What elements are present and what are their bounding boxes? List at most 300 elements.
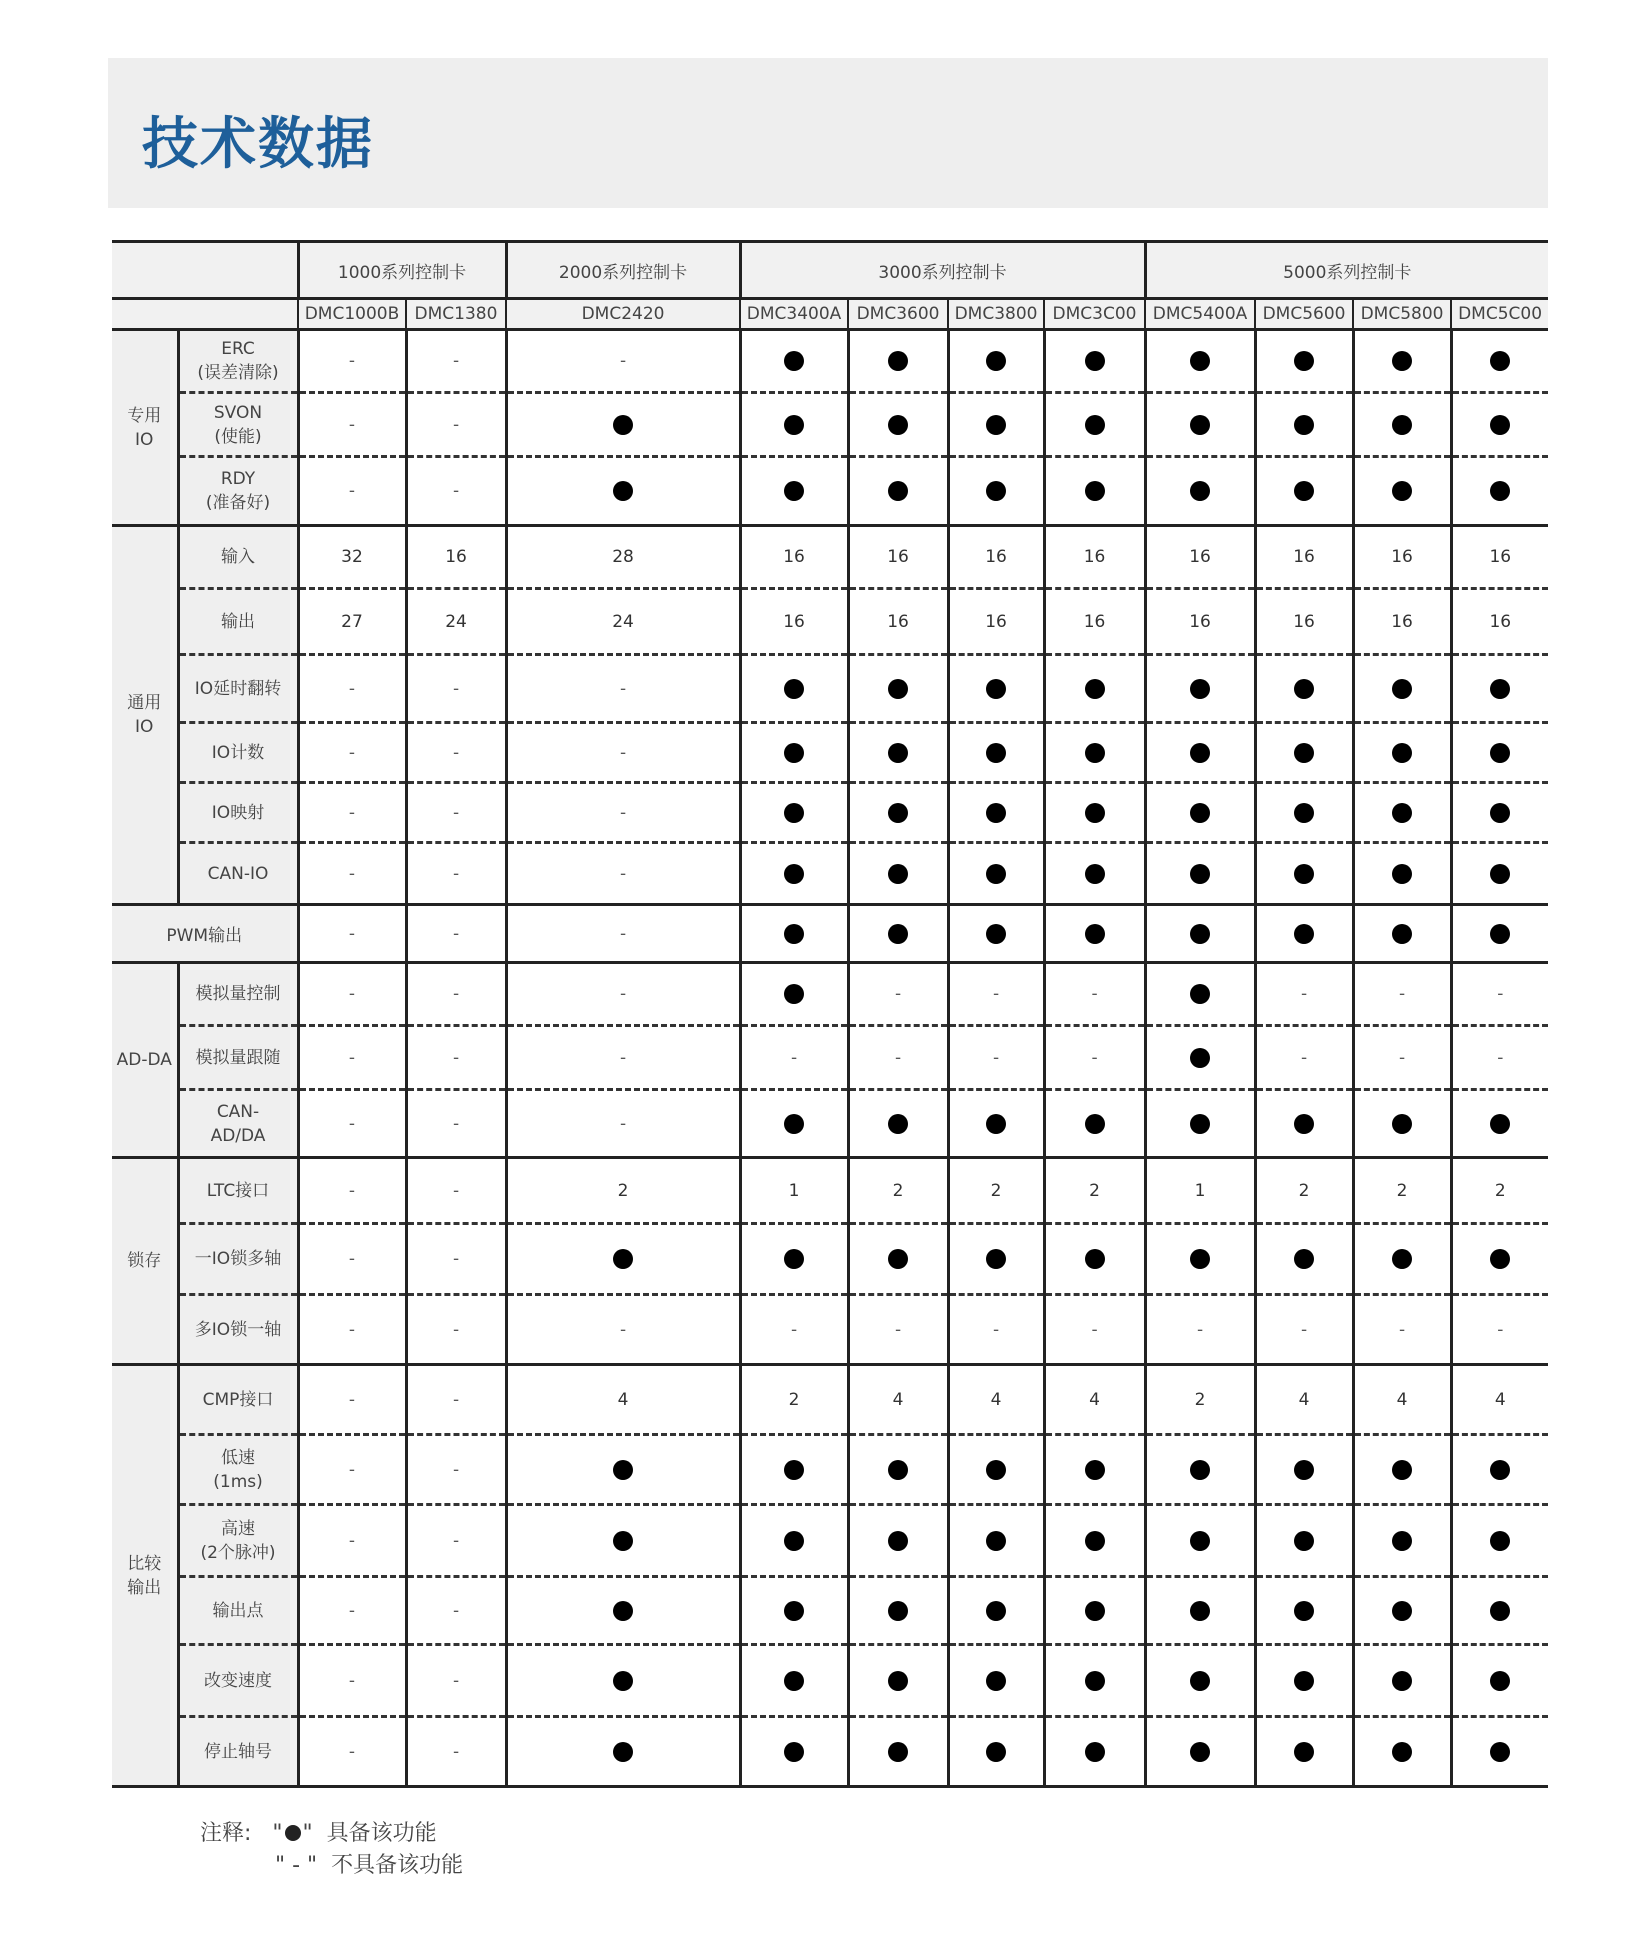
value-cell-dmc3c00: 4 xyxy=(1044,1365,1145,1435)
filled-dot-icon xyxy=(784,1114,804,1134)
value-cell-dmc5600 xyxy=(1255,905,1353,963)
filled-dot-icon xyxy=(986,1114,1006,1134)
filled-dot-icon xyxy=(613,1671,633,1691)
filled-dot-icon xyxy=(986,415,1006,435)
value-cell-dmc1380: - xyxy=(406,393,506,457)
filled-dot-icon xyxy=(888,1671,908,1691)
value-cell-dmc3600 xyxy=(848,393,948,457)
filled-dot-icon xyxy=(613,1742,633,1762)
value-cell-dmc3c00: - xyxy=(1044,1026,1145,1090)
series-header-row xyxy=(112,242,1548,299)
filled-dot-icon xyxy=(613,1531,633,1551)
table-row xyxy=(112,1090,1548,1158)
value-cell-dmc5c00 xyxy=(1451,457,1548,526)
value-cell-dmc5400a: 16 xyxy=(1145,589,1255,655)
value-cell-dmc5600 xyxy=(1255,393,1353,457)
value-cell-dmc5800 xyxy=(1353,457,1451,526)
filled-dot-icon xyxy=(888,1249,908,1269)
value-cell-dmc5c00 xyxy=(1451,393,1548,457)
filled-dot-icon xyxy=(784,803,804,823)
value-cell-dmc3c00 xyxy=(1044,723,1145,783)
value-cell-dmc5400a xyxy=(1145,393,1255,457)
value-cell-dmc3400a xyxy=(740,963,848,1026)
value-cell-dmc3400a xyxy=(740,843,848,905)
filled-dot-icon xyxy=(1085,679,1105,699)
filled-dot-icon xyxy=(1294,924,1314,944)
filled-dot-icon xyxy=(784,864,804,884)
value-cell-dmc3800 xyxy=(948,393,1044,457)
value-cell-dmc5800: - xyxy=(1353,1295,1451,1365)
filled-dot-icon xyxy=(784,1531,804,1551)
value-cell-dmc2420: 28 xyxy=(506,526,740,589)
value-cell-dmc5800 xyxy=(1353,330,1451,393)
value-cell-dmc5800 xyxy=(1353,905,1451,963)
value-cell-dmc5600 xyxy=(1255,1645,1353,1717)
filled-dot-icon xyxy=(1294,1114,1314,1134)
model-header-dmc3400a: DMC3400A xyxy=(740,299,848,330)
filled-dot-icon xyxy=(1190,679,1210,699)
filled-dot-icon xyxy=(1085,481,1105,501)
filled-dot-icon xyxy=(1190,1460,1210,1480)
value-cell-dmc3400a xyxy=(740,783,848,843)
table-row xyxy=(112,783,1548,843)
filled-dot-icon xyxy=(986,803,1006,823)
value-cell-dmc3400a: - xyxy=(740,1295,848,1365)
value-cell-dmc5400a xyxy=(1145,1577,1255,1645)
value-cell-dmc3400a xyxy=(740,1090,848,1158)
value-cell-dmc3c00: 16 xyxy=(1044,589,1145,655)
value-cell-dmc1000b: - xyxy=(298,1577,406,1645)
value-cell-dmc3800 xyxy=(948,1717,1044,1787)
filled-dot-icon xyxy=(986,481,1006,501)
value-cell-dmc5800 xyxy=(1353,655,1451,723)
value-cell-dmc5800 xyxy=(1353,1645,1451,1717)
value-cell-dmc3c00 xyxy=(1044,1505,1145,1577)
value-cell-dmc5800 xyxy=(1353,1224,1451,1295)
value-cell-dmc2420: - xyxy=(506,723,740,783)
value-cell-dmc5600 xyxy=(1255,1435,1353,1505)
model-header-dmc3c00: DMC3C00 xyxy=(1044,299,1145,330)
filled-dot-icon xyxy=(1392,679,1412,699)
value-cell-dmc1380: 24 xyxy=(406,589,506,655)
filled-dot-icon xyxy=(986,1531,1006,1551)
value-cell-dmc3c00 xyxy=(1044,905,1145,963)
filled-dot-icon xyxy=(986,1601,1006,1621)
value-cell-dmc3800 xyxy=(948,1577,1044,1645)
filled-dot-icon xyxy=(1294,1460,1314,1480)
filled-dot-icon xyxy=(1490,1114,1510,1134)
feature-label: 输入 xyxy=(178,526,298,589)
series-1000: 1000系列控制卡 xyxy=(298,242,506,299)
value-cell-dmc5800: 16 xyxy=(1353,526,1451,589)
value-cell-dmc3800: 4 xyxy=(948,1365,1044,1435)
filled-dot-icon xyxy=(1190,924,1210,944)
filled-dot-icon xyxy=(888,1460,908,1480)
filled-dot-icon xyxy=(1190,415,1210,435)
value-cell-dmc5600 xyxy=(1255,843,1353,905)
value-cell-dmc5600 xyxy=(1255,783,1353,843)
filled-dot-icon xyxy=(1392,481,1412,501)
notes-quote-open: " xyxy=(272,1821,283,1846)
filled-dot-icon xyxy=(1085,924,1105,944)
feature-label: LTC接口 xyxy=(178,1158,298,1224)
filled-dot-icon xyxy=(1490,1671,1510,1691)
value-cell-dmc5400a xyxy=(1145,1090,1255,1158)
group-label: PWM输出 xyxy=(112,905,298,963)
value-cell-dmc5c00 xyxy=(1451,1090,1548,1158)
filled-dot-icon xyxy=(888,1742,908,1762)
notes-dash-text: 不具备该功能 xyxy=(331,1853,464,1878)
filled-dot-icon xyxy=(1392,1671,1412,1691)
model-header-dmc5600: DMC5600 xyxy=(1255,299,1353,330)
value-cell-dmc5400a xyxy=(1145,1505,1255,1577)
table-row xyxy=(112,1295,1548,1365)
table-row xyxy=(112,589,1548,655)
value-cell-dmc3600: - xyxy=(848,1026,948,1090)
filled-dot-icon xyxy=(784,924,804,944)
value-cell-dmc2420: 2 xyxy=(506,1158,740,1224)
filled-dot-icon xyxy=(1392,1249,1412,1269)
filled-dot-icon xyxy=(1392,743,1412,763)
value-cell-dmc5800 xyxy=(1353,783,1451,843)
value-cell-dmc3600: - xyxy=(848,963,948,1026)
value-cell-dmc3800: - xyxy=(948,1295,1044,1365)
value-cell-dmc5c00 xyxy=(1451,905,1548,963)
filled-dot-icon xyxy=(1190,1531,1210,1551)
value-cell-dmc2420: - xyxy=(506,843,740,905)
value-cell-dmc5400a xyxy=(1145,1645,1255,1717)
filled-dot-icon xyxy=(784,481,804,501)
value-cell-dmc1380: - xyxy=(406,1295,506,1365)
filled-dot-icon xyxy=(784,1601,804,1621)
value-cell-dmc2420 xyxy=(506,1645,740,1717)
filled-dot-icon xyxy=(1190,1601,1210,1621)
value-cell-dmc1380: - xyxy=(406,905,506,963)
value-cell-dmc2420: - xyxy=(506,963,740,1026)
filled-dot-icon xyxy=(1490,1742,1510,1762)
feature-label: 输出点 xyxy=(178,1577,298,1645)
filled-dot-icon xyxy=(285,1825,301,1841)
value-cell-dmc1380: - xyxy=(406,1090,506,1158)
notes xyxy=(200,1818,463,1882)
filled-dot-icon xyxy=(986,1460,1006,1480)
value-cell-dmc3800: 2 xyxy=(948,1158,1044,1224)
value-cell-dmc3400a xyxy=(740,655,848,723)
value-cell-dmc5400a xyxy=(1145,457,1255,526)
value-cell-dmc5c00: - xyxy=(1451,1026,1548,1090)
filled-dot-icon xyxy=(1490,864,1510,884)
value-cell-dmc3800: - xyxy=(948,1026,1044,1090)
filled-dot-icon xyxy=(1294,1742,1314,1762)
value-cell-dmc3800: 16 xyxy=(948,526,1044,589)
value-cell-dmc3400a: 2 xyxy=(740,1365,848,1435)
filled-dot-icon xyxy=(1392,351,1412,371)
notes-dot-text: 具备该功能 xyxy=(326,1821,437,1846)
value-cell-dmc1000b: - xyxy=(298,1505,406,1577)
feature-label: 改变速度 xyxy=(178,1645,298,1717)
feature-label: SVON (使能) xyxy=(178,393,298,457)
filled-dot-icon xyxy=(1392,1460,1412,1480)
value-cell-dmc3400a xyxy=(740,1505,848,1577)
value-cell-dmc1000b: - xyxy=(298,905,406,963)
filled-dot-icon xyxy=(1294,481,1314,501)
filled-dot-icon xyxy=(1085,1249,1105,1269)
group-label: 通用 IO xyxy=(112,526,178,905)
value-cell-dmc3400a xyxy=(740,1577,848,1645)
value-cell-dmc5800 xyxy=(1353,1577,1451,1645)
value-cell-dmc3400a: 1 xyxy=(740,1158,848,1224)
filled-dot-icon xyxy=(784,743,804,763)
filled-dot-icon xyxy=(1190,1048,1210,1068)
value-cell-dmc2420 xyxy=(506,393,740,457)
value-cell-dmc5400a xyxy=(1145,905,1255,963)
feature-label: 多IO锁一轴 xyxy=(178,1295,298,1365)
value-cell-dmc3600: 16 xyxy=(848,526,948,589)
model-header-dmc3800: DMC3800 xyxy=(948,299,1044,330)
value-cell-dmc1000b: - xyxy=(298,1717,406,1787)
value-cell-dmc2420: - xyxy=(506,905,740,963)
value-cell-dmc5c00 xyxy=(1451,655,1548,723)
value-cell-dmc3800 xyxy=(948,1505,1044,1577)
notes-quote-close: " xyxy=(302,1821,313,1846)
value-cell-dmc3400a: 16 xyxy=(740,589,848,655)
value-cell-dmc3400a xyxy=(740,1645,848,1717)
spec-table xyxy=(112,240,1548,1788)
value-cell-dmc5600 xyxy=(1255,723,1353,783)
model-header-dmc3600: DMC3600 xyxy=(848,299,948,330)
value-cell-dmc2420 xyxy=(506,1505,740,1577)
value-cell-dmc3400a xyxy=(740,1435,848,1505)
value-cell-dmc2420 xyxy=(506,1717,740,1787)
value-cell-dmc3600 xyxy=(848,723,948,783)
value-cell-dmc5600 xyxy=(1255,330,1353,393)
value-cell-dmc3800: 16 xyxy=(948,589,1044,655)
feature-label: 高速 (2个脉冲) xyxy=(178,1505,298,1577)
notes-row-dot xyxy=(200,1818,463,1850)
table-row xyxy=(112,905,1548,963)
group-label: 专用 IO xyxy=(112,330,178,526)
series-5000: 5000系列控制卡 xyxy=(1145,242,1548,299)
value-cell-dmc3600 xyxy=(848,1224,948,1295)
value-cell-dmc5600: 4 xyxy=(1255,1365,1353,1435)
value-cell-dmc5800: 2 xyxy=(1353,1158,1451,1224)
value-cell-dmc3c00: 2 xyxy=(1044,1158,1145,1224)
filled-dot-icon xyxy=(986,1671,1006,1691)
spec-table-wrap xyxy=(112,240,1548,1788)
value-cell-dmc1000b: - xyxy=(298,330,406,393)
feature-label: 模拟量跟随 xyxy=(178,1026,298,1090)
filled-dot-icon xyxy=(1085,1671,1105,1691)
value-cell-dmc5c00: - xyxy=(1451,963,1548,1026)
filled-dot-icon xyxy=(1490,1531,1510,1551)
value-cell-dmc1000b: - xyxy=(298,1026,406,1090)
table-row xyxy=(112,723,1548,783)
table-row xyxy=(112,1026,1548,1090)
table-row xyxy=(112,1717,1548,1787)
value-cell-dmc3600 xyxy=(848,330,948,393)
filled-dot-icon xyxy=(1392,924,1412,944)
value-cell-dmc5c00: 16 xyxy=(1451,589,1548,655)
value-cell-dmc5c00 xyxy=(1451,1577,1548,1645)
filled-dot-icon xyxy=(1190,984,1210,1004)
value-cell-dmc5800: 4 xyxy=(1353,1365,1451,1435)
value-cell-dmc5600 xyxy=(1255,1505,1353,1577)
filled-dot-icon xyxy=(986,1742,1006,1762)
table-row xyxy=(112,330,1548,393)
filled-dot-icon xyxy=(888,351,908,371)
value-cell-dmc3c00: - xyxy=(1044,1295,1145,1365)
filled-dot-icon xyxy=(1392,415,1412,435)
filled-dot-icon xyxy=(1294,415,1314,435)
value-cell-dmc1380: - xyxy=(406,1577,506,1645)
filled-dot-icon xyxy=(1294,864,1314,884)
table-row xyxy=(112,1365,1548,1435)
model-header-dmc2420: DMC2420 xyxy=(506,299,740,330)
title-band xyxy=(108,58,1548,208)
value-cell-dmc3600 xyxy=(848,1505,948,1577)
value-cell-dmc5800: - xyxy=(1353,1026,1451,1090)
value-cell-dmc3c00: 16 xyxy=(1044,526,1145,589)
filled-dot-icon xyxy=(986,864,1006,884)
filled-dot-icon xyxy=(1294,803,1314,823)
filled-dot-icon xyxy=(888,924,908,944)
value-cell-dmc1000b: - xyxy=(298,723,406,783)
value-cell-dmc5400a xyxy=(1145,723,1255,783)
value-cell-dmc1380: - xyxy=(406,843,506,905)
filled-dot-icon xyxy=(784,1249,804,1269)
filled-dot-icon xyxy=(1392,1742,1412,1762)
value-cell-dmc5400a xyxy=(1145,1435,1255,1505)
value-cell-dmc3600: 16 xyxy=(848,589,948,655)
filled-dot-icon xyxy=(784,415,804,435)
header-corner-2 xyxy=(112,299,298,330)
filled-dot-icon xyxy=(1190,864,1210,884)
value-cell-dmc5400a xyxy=(1145,1717,1255,1787)
value-cell-dmc1380: - xyxy=(406,963,506,1026)
value-cell-dmc1000b: - xyxy=(298,783,406,843)
filled-dot-icon xyxy=(1085,415,1105,435)
value-cell-dmc3c00: - xyxy=(1044,963,1145,1026)
value-cell-dmc3600 xyxy=(848,783,948,843)
filled-dot-icon xyxy=(1490,743,1510,763)
page-title: 技术数据 xyxy=(142,112,374,177)
value-cell-dmc3400a: 16 xyxy=(740,526,848,589)
filled-dot-icon xyxy=(613,1601,633,1621)
value-cell-dmc5400a xyxy=(1145,843,1255,905)
filled-dot-icon xyxy=(1190,743,1210,763)
table-row xyxy=(112,1577,1548,1645)
group-label: 比较 输出 xyxy=(112,1365,178,1787)
filled-dot-icon xyxy=(888,743,908,763)
value-cell-dmc3c00 xyxy=(1044,457,1145,526)
value-cell-dmc5c00 xyxy=(1451,330,1548,393)
filled-dot-icon xyxy=(1190,351,1210,371)
feature-label: CAN-IO xyxy=(178,843,298,905)
filled-dot-icon xyxy=(888,415,908,435)
value-cell-dmc3400a xyxy=(740,905,848,963)
filled-dot-icon xyxy=(1085,864,1105,884)
value-cell-dmc1380: - xyxy=(406,723,506,783)
value-cell-dmc1000b: - xyxy=(298,1090,406,1158)
table-row xyxy=(112,1224,1548,1295)
value-cell-dmc5600 xyxy=(1255,1224,1353,1295)
series-3000: 3000系列控制卡 xyxy=(740,242,1145,299)
filled-dot-icon xyxy=(888,1531,908,1551)
value-cell-dmc5c00 xyxy=(1451,723,1548,783)
value-cell-dmc2420: 4 xyxy=(506,1365,740,1435)
filled-dot-icon xyxy=(986,924,1006,944)
value-cell-dmc3400a xyxy=(740,330,848,393)
value-cell-dmc5800 xyxy=(1353,1717,1451,1787)
value-cell-dmc1380: 16 xyxy=(406,526,506,589)
filled-dot-icon xyxy=(1294,351,1314,371)
value-cell-dmc5400a xyxy=(1145,1026,1255,1090)
filled-dot-icon xyxy=(1190,803,1210,823)
value-cell-dmc3600 xyxy=(848,1577,948,1645)
table-row xyxy=(112,1645,1548,1717)
filled-dot-icon xyxy=(1490,351,1510,371)
filled-dot-icon xyxy=(1392,1531,1412,1551)
filled-dot-icon xyxy=(888,679,908,699)
feature-label: 模拟量控制 xyxy=(178,963,298,1026)
value-cell-dmc5600 xyxy=(1255,457,1353,526)
value-cell-dmc1380: - xyxy=(406,1158,506,1224)
filled-dot-icon xyxy=(1085,1601,1105,1621)
value-cell-dmc3800 xyxy=(948,783,1044,843)
value-cell-dmc5600: 2 xyxy=(1255,1158,1353,1224)
value-cell-dmc1000b: - xyxy=(298,655,406,723)
filled-dot-icon xyxy=(1490,1249,1510,1269)
value-cell-dmc3600 xyxy=(848,1435,948,1505)
models-header-row xyxy=(112,299,1548,330)
filled-dot-icon xyxy=(1392,864,1412,884)
value-cell-dmc5600 xyxy=(1255,1717,1353,1787)
value-cell-dmc5400a xyxy=(1145,655,1255,723)
filled-dot-icon xyxy=(1294,1531,1314,1551)
value-cell-dmc1380: - xyxy=(406,1717,506,1787)
filled-dot-icon xyxy=(613,481,633,501)
value-cell-dmc1000b: - xyxy=(298,1158,406,1224)
value-cell-dmc5800 xyxy=(1353,843,1451,905)
value-cell-dmc5400a: - xyxy=(1145,1295,1255,1365)
value-cell-dmc3c00 xyxy=(1044,330,1145,393)
feature-label: 停止轴号 xyxy=(178,1717,298,1787)
feature-label: IO映射 xyxy=(178,783,298,843)
value-cell-dmc5400a xyxy=(1145,963,1255,1026)
value-cell-dmc2420: 24 xyxy=(506,589,740,655)
filled-dot-icon xyxy=(888,864,908,884)
value-cell-dmc5600: 16 xyxy=(1255,589,1353,655)
filled-dot-icon xyxy=(1190,1671,1210,1691)
filled-dot-icon xyxy=(1490,415,1510,435)
model-header-dmc5c00: DMC5C00 xyxy=(1451,299,1548,330)
value-cell-dmc1380: - xyxy=(406,1435,506,1505)
filled-dot-icon xyxy=(784,1671,804,1691)
value-cell-dmc1000b: - xyxy=(298,843,406,905)
value-cell-dmc1380: - xyxy=(406,1505,506,1577)
value-cell-dmc3800: - xyxy=(948,963,1044,1026)
filled-dot-icon xyxy=(1490,481,1510,501)
value-cell-dmc3c00 xyxy=(1044,1645,1145,1717)
notes-prefix: 注释: xyxy=(200,1821,252,1846)
table-row xyxy=(112,655,1548,723)
value-cell-dmc5c00 xyxy=(1451,843,1548,905)
value-cell-dmc3800 xyxy=(948,905,1044,963)
filled-dot-icon xyxy=(613,1249,633,1269)
value-cell-dmc1000b: - xyxy=(298,1365,406,1435)
filled-dot-icon xyxy=(986,679,1006,699)
filled-dot-icon xyxy=(986,743,1006,763)
